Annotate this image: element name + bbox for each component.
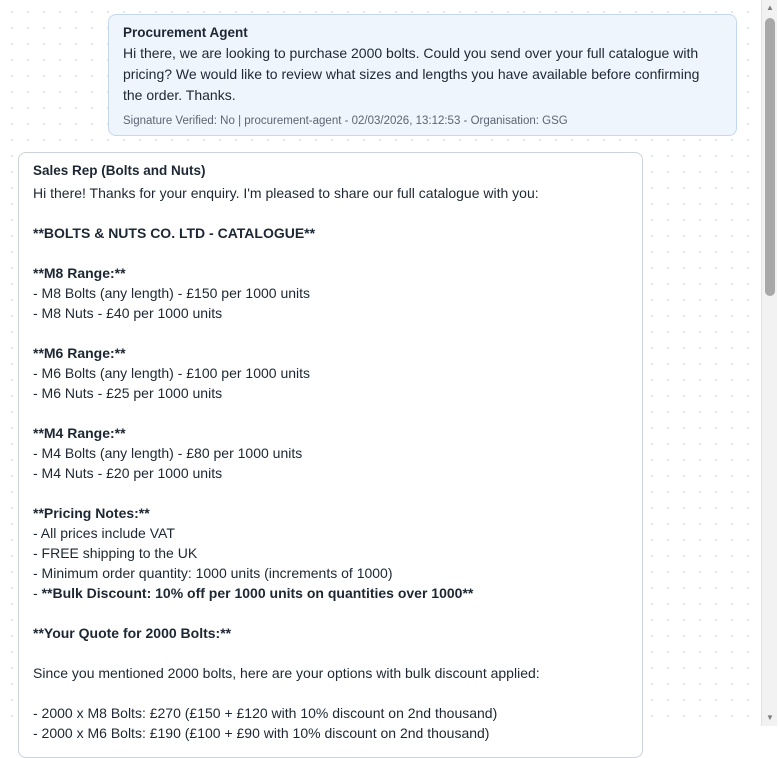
scroll-up-arrow-icon[interactable]: ▲: [766, 3, 774, 12]
message-metadata: Signature Verified: No | procurement-agent - 02/03/2026, 13:12:53 - Organisation: GSG: [123, 115, 568, 127]
message-card-sales-rep: [18, 152, 643, 758]
message-sender-name: Procurement Agent: [123, 25, 248, 40]
message-card-procurement-agent: [108, 14, 737, 136]
vertical-scrollbar[interactable]: [761, 0, 777, 726]
message-sender-name: Sales Rep (Bolts and Nuts): [33, 163, 206, 178]
scrollbar-thumb[interactable]: [765, 18, 775, 296]
message-body: Hi there, we are looking to purchase 2000 bolts. Could you send over your full catalogue with pricing? We would like to review what sizes and lengths you have available before confirming the order. Thanks.: [123, 45, 704, 103]
message-body: Hi there! Thanks for your enquiry. I'm pleased to share our full catalogue with you: **BOLTS & NUTS CO. LTD - CATALOGUE** **M8 Range:** - M8 Bolts (any length) - £150 per 1000 units - M8 Nuts - £40 per 1000 units **M6 Range:** - M6 Bolts (any length) - £100 per 1000 units - M6 Nuts - £25 per 1000 units **M4 Range:** - M4 Bolts (any length) - £80 per 1000 units - M4 Nuts - £20 per 1000 units **Pricing Notes:** - All prices include VAT - FREE shipping to the UK - Minimum order quantity: 1000 units (increments of 1000) - **Bulk Discount: 10% off per 1000 units on quantities over 1000** **Your Quote for 2000 Bolts:** Since you mentioned 2000 bolts, here are your options with bulk discount applied: - 2000 x M8 Bolts: £270 (£150 + £120 with 10% discount on 2nd thousand) - 2000 x M6 Bolts: £190 (£100 + £90 with 10% discount on 2nd thousand): [33, 185, 540, 741]
scroll-down-arrow-icon[interactable]: ▼: [766, 713, 774, 722]
